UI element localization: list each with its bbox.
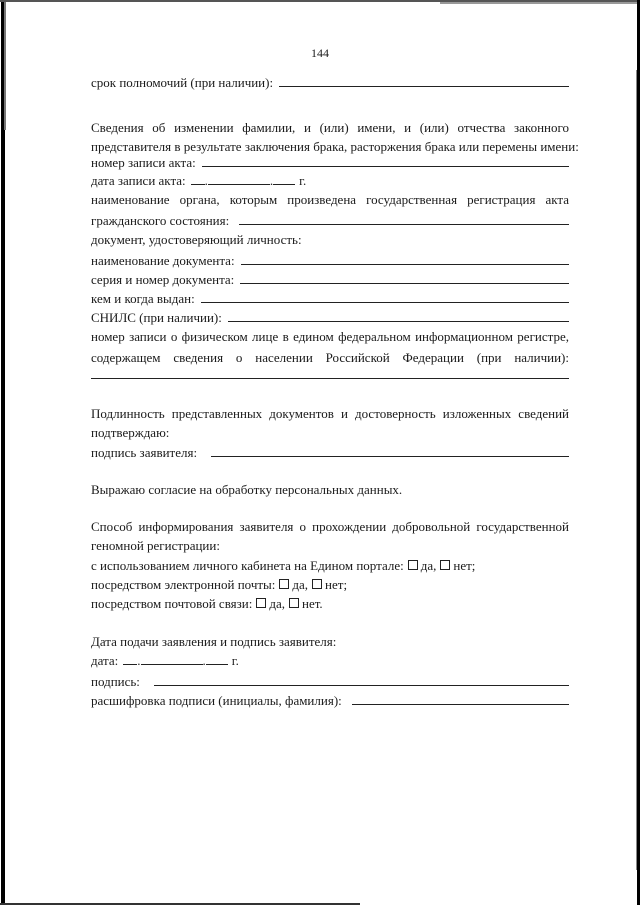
record-date-year-field[interactable]: [273, 172, 295, 185]
consent-text: Выражаю согласие на обработку персональных данных.: [91, 482, 403, 497]
submission-signature-row: [91, 671, 569, 692]
registry-record-line1: номер записи о физическом лице в едином федеральном информационном регистре,: [91, 329, 569, 344]
doc-series-field[interactable]: [240, 269, 569, 284]
snils-field[interactable]: [228, 307, 569, 322]
name-change-heading-line2: представителя в результате заключения брака, расторжения брака или перемены имени:: [91, 139, 579, 154]
scan-border-top-shadow: [440, 2, 640, 4]
name-change-heading-line1: Сведения об изменении фамилии, и (или) имени, и (или) отчества законного: [91, 120, 569, 135]
notification-option-email: [91, 575, 569, 595]
doc-series-row: [91, 269, 569, 290]
year-suffix: г.: [231, 653, 239, 668]
doc-issued-label: кем и когда выдан:: [91, 291, 195, 306]
submission-date-day-field[interactable]: [123, 652, 137, 665]
signature-decode-field[interactable]: [352, 690, 569, 705]
submission-signature-field[interactable]: [154, 671, 569, 686]
date-separator: .: [202, 653, 206, 668]
notification-option-post: [91, 594, 569, 614]
option-label: посредством электронной почты:: [91, 577, 276, 592]
doc-series-label: серия и номер документа:: [91, 272, 235, 287]
authority-term-label: срок полномочий (при наличии):: [91, 75, 274, 90]
year-suffix: г.: [299, 173, 307, 188]
post-no-checkbox[interactable]: [289, 598, 299, 608]
confirmation-line1: Подлинность представленных документов и достоверность изложенных сведений: [91, 406, 569, 421]
signature-decode-row: [91, 690, 569, 711]
authority-term-field[interactable]: [279, 72, 569, 87]
doc-name-field[interactable]: [241, 250, 569, 265]
record-date-month-field[interactable]: [208, 172, 270, 185]
date-separator: .: [137, 653, 141, 668]
registry-record-line2: содержащем сведения о населении Российской Федерации (при наличии):: [91, 350, 569, 365]
date-separator: .: [269, 173, 274, 188]
authority-term-row: [91, 72, 569, 93]
date-separator: .: [204, 173, 208, 188]
email-yes-checkbox[interactable]: [279, 579, 289, 589]
yes-label: да,: [292, 577, 309, 592]
record-date-label: дата записи акта:: [91, 173, 186, 188]
snils-row: [91, 307, 569, 328]
confirmation-line2: подтверждаю:: [91, 425, 170, 440]
submission-heading: Дата подачи заявления и подпись заявителя:: [91, 634, 337, 649]
registry-authority-field[interactable]: [239, 210, 569, 225]
record-date-day-field[interactable]: [191, 172, 205, 185]
record-number-label: номер записи акта:: [91, 155, 196, 170]
submission-signature-label: подпись:: [91, 674, 140, 689]
notification-option-portal: [91, 556, 569, 576]
doc-name-label: наименование документа:: [91, 253, 235, 268]
registry-record-field[interactable]: [91, 378, 569, 379]
record-number-field[interactable]: [202, 152, 569, 167]
notification-heading-line2: геномной регистрации:: [91, 538, 220, 553]
no-label: нет;: [453, 558, 476, 573]
registry-authority-row: [91, 210, 569, 231]
record-number-row: [91, 152, 569, 173]
submission-date-row: [91, 651, 569, 671]
email-no-checkbox[interactable]: [312, 579, 322, 589]
scan-border-right-shadow: [636, 70, 637, 870]
record-date-row: [91, 171, 569, 191]
applicant-signature-label: подпись заявителя:: [91, 445, 198, 460]
identity-doc-heading: документ, удостоверяющий личность:: [91, 232, 302, 247]
submission-date-year-field[interactable]: [206, 652, 228, 665]
post-yes-checkbox[interactable]: [256, 598, 266, 608]
snils-label: СНИЛС (при наличии):: [91, 310, 222, 325]
yes-label: да,: [269, 596, 285, 611]
scan-border-left-shadow: [4, 0, 6, 130]
signature-decode-label: расшифровка подписи (инициалы, фамилия):: [91, 693, 342, 708]
scan-border-left: [1, 0, 5, 905]
doc-issued-row: [91, 288, 569, 309]
applicant-signature-row: [91, 442, 569, 463]
registry-authority-line1: наименование органа, которым произведена государственная регистрация акта: [91, 192, 569, 207]
notification-heading-line1: Способ информирования заявителя о прохождении добровольной государственной: [91, 519, 569, 534]
portal-no-checkbox[interactable]: [440, 560, 450, 570]
option-label: посредством почтовой связи:: [91, 596, 253, 611]
yes-label: да,: [420, 558, 437, 573]
submission-date-label: дата:: [91, 653, 119, 668]
applicant-signature-field[interactable]: [211, 442, 569, 457]
no-label: нет.: [301, 596, 323, 611]
portal-yes-checkbox[interactable]: [408, 560, 418, 570]
page-number: 144: [311, 46, 329, 60]
no-label: нет;: [325, 577, 348, 592]
option-label: с использованием личного кабинета на Едином портале:: [91, 558, 404, 573]
registry-authority-label: гражданского состояния:: [91, 213, 230, 228]
submission-date-month-field[interactable]: [141, 652, 203, 665]
doc-name-row: [91, 250, 569, 271]
doc-issued-field[interactable]: [201, 288, 569, 303]
